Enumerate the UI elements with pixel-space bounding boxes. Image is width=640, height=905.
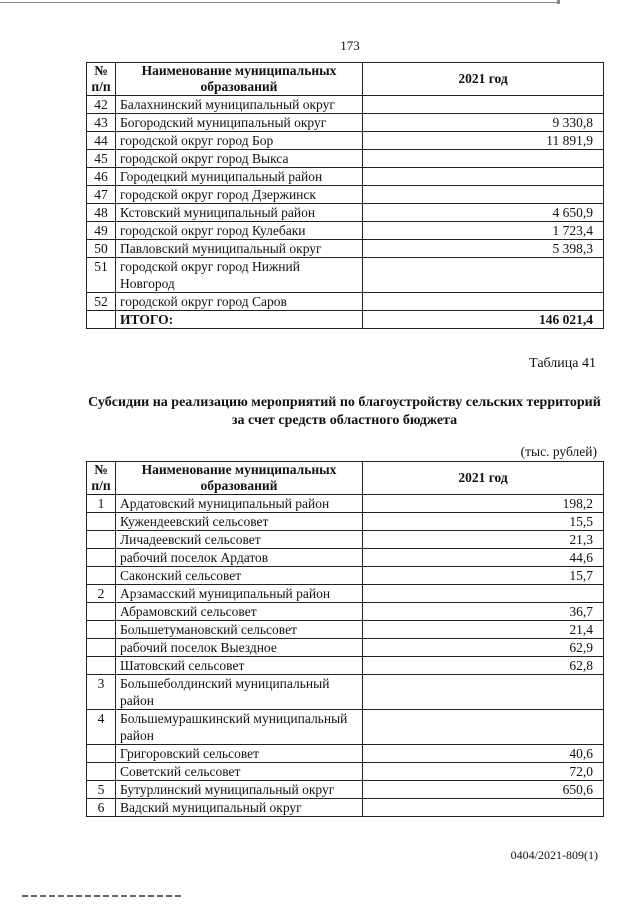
row-value: 72,0 bbox=[363, 763, 604, 781]
row-value: 44,6 bbox=[363, 549, 604, 567]
table-row bbox=[87, 745, 604, 763]
row-name: Большемурашкинский муниципальный район bbox=[116, 710, 363, 745]
row-number bbox=[87, 567, 116, 585]
row-name: Ардатовский муниципальный район bbox=[116, 495, 363, 513]
table-continuation bbox=[86, 62, 604, 329]
row-name: Советский сельсовет bbox=[116, 763, 363, 781]
table-row bbox=[87, 114, 604, 132]
row-name: городской округ город Бор bbox=[116, 132, 363, 150]
row-name: Большетумановский сельсовет bbox=[116, 621, 363, 639]
table-row bbox=[87, 567, 604, 585]
table-row bbox=[87, 657, 604, 675]
table-row bbox=[87, 781, 604, 799]
header-num: № п/п bbox=[87, 63, 116, 96]
row-name: Кужендеевский сельсовет bbox=[116, 513, 363, 531]
table-row bbox=[87, 204, 604, 222]
table-41 bbox=[86, 461, 604, 817]
row-value bbox=[363, 186, 604, 204]
table-row bbox=[87, 675, 604, 710]
row-number bbox=[87, 639, 116, 657]
table-row bbox=[87, 240, 604, 258]
row-name: Городецкий муниципальный район bbox=[116, 168, 363, 186]
row-number: 52 bbox=[87, 293, 116, 311]
row-value: 11 891,9 bbox=[363, 132, 604, 150]
total-row bbox=[87, 311, 604, 329]
row-number: 43 bbox=[87, 114, 116, 132]
row-value: 5 398,3 bbox=[363, 240, 604, 258]
table-header-row bbox=[87, 63, 604, 96]
table-header-row bbox=[87, 462, 604, 495]
row-name: городской округ город Выкса bbox=[116, 150, 363, 168]
row-value bbox=[363, 150, 604, 168]
table-row bbox=[87, 293, 604, 311]
row-number: 50 bbox=[87, 240, 116, 258]
header-year: 2021 год bbox=[363, 462, 604, 495]
row-value: 62,9 bbox=[363, 639, 604, 657]
row-number: 46 bbox=[87, 168, 116, 186]
row-value bbox=[363, 585, 604, 603]
row-number bbox=[87, 657, 116, 675]
row-number: 42 bbox=[87, 96, 116, 114]
table-row bbox=[87, 168, 604, 186]
table-row bbox=[87, 531, 604, 549]
row-number: 48 bbox=[87, 204, 116, 222]
table-row bbox=[87, 513, 604, 531]
table-row bbox=[87, 799, 604, 817]
header-num: № п/п bbox=[87, 462, 116, 495]
row-name: Арзамасский муниципальный район bbox=[116, 585, 363, 603]
header-name: Наименование муниципальных образований bbox=[116, 462, 363, 495]
row-number: 51 bbox=[87, 258, 116, 293]
table-row bbox=[87, 186, 604, 204]
row-name: Григоровский сельсовет bbox=[116, 745, 363, 763]
row-value: 36,7 bbox=[363, 603, 604, 621]
row-value: 15,7 bbox=[363, 567, 604, 585]
row-value: 21,4 bbox=[363, 621, 604, 639]
row-number bbox=[87, 745, 116, 763]
row-number: 49 bbox=[87, 222, 116, 240]
row-name: рабочий поселок Выездное bbox=[116, 639, 363, 657]
table-row bbox=[87, 585, 604, 603]
row-value bbox=[363, 710, 604, 745]
row-value: 62,8 bbox=[363, 657, 604, 675]
row-number: 5 bbox=[87, 781, 116, 799]
table-row bbox=[87, 222, 604, 240]
row-name: Балахнинский муниципальный округ bbox=[116, 96, 363, 114]
table-row bbox=[87, 763, 604, 781]
table-row bbox=[87, 549, 604, 567]
row-number: 44 bbox=[87, 132, 116, 150]
table-row bbox=[87, 150, 604, 168]
row-value bbox=[363, 258, 604, 293]
bottom-scan-artifact bbox=[22, 895, 182, 897]
row-name: рабочий поселок Ардатов bbox=[116, 549, 363, 567]
row-name: Кстовский муниципальный район bbox=[116, 204, 363, 222]
row-name: городской округ город Кулебаки bbox=[116, 222, 363, 240]
header-name: Наименование муниципальных образований bbox=[116, 63, 363, 96]
table-label: Таблица 41 bbox=[529, 356, 596, 371]
row-value bbox=[363, 799, 604, 817]
row-name: Богородский муниципальный округ bbox=[116, 114, 363, 132]
total-value: 146 021,4 bbox=[363, 311, 604, 329]
table-row bbox=[87, 710, 604, 745]
page-number: 173 bbox=[340, 38, 360, 53]
row-number bbox=[87, 603, 116, 621]
row-value: 198,2 bbox=[363, 495, 604, 513]
total-num-cell bbox=[87, 311, 116, 329]
row-name: Абрамовский сельсовет bbox=[116, 603, 363, 621]
row-number: 4 bbox=[87, 710, 116, 745]
row-value: 1 723,4 bbox=[363, 222, 604, 240]
row-value bbox=[363, 675, 604, 710]
row-number: 45 bbox=[87, 150, 116, 168]
row-name: Личадеевский сельсовет bbox=[116, 531, 363, 549]
row-value bbox=[363, 293, 604, 311]
row-value: 650,6 bbox=[363, 781, 604, 799]
table-row bbox=[87, 603, 604, 621]
row-name: Бутурлинский муниципальный округ bbox=[116, 781, 363, 799]
row-name: Саконский сельсовет bbox=[116, 567, 363, 585]
row-number: 6 bbox=[87, 799, 116, 817]
row-name: Большеболдинский муниципальный район bbox=[116, 675, 363, 710]
row-number bbox=[87, 531, 116, 549]
row-number bbox=[87, 549, 116, 567]
row-number bbox=[87, 513, 116, 531]
row-number: 47 bbox=[87, 186, 116, 204]
table-row bbox=[87, 132, 604, 150]
units-label: (тыс. рублей) bbox=[520, 444, 597, 459]
table-row bbox=[87, 639, 604, 657]
row-value bbox=[363, 96, 604, 114]
table-title: Субсидии на реализацию мероприятий по благоустройству сельских территорий за счет средств областного бюджета bbox=[88, 395, 601, 428]
table-row bbox=[87, 495, 604, 513]
row-number bbox=[87, 763, 116, 781]
row-number: 3 bbox=[87, 675, 116, 710]
table-row bbox=[87, 96, 604, 114]
row-number: 2 bbox=[87, 585, 116, 603]
row-value bbox=[363, 168, 604, 186]
row-value: 15,5 bbox=[363, 513, 604, 531]
row-value: 4 650,9 bbox=[363, 204, 604, 222]
top-border-line bbox=[0, 2, 560, 3]
row-value: 40,6 bbox=[363, 745, 604, 763]
row-value: 21,3 bbox=[363, 531, 604, 549]
row-name: городской округ город Дзержинск bbox=[116, 186, 363, 204]
row-number: 1 bbox=[87, 495, 116, 513]
row-name: Вадский муниципальный округ bbox=[116, 799, 363, 817]
row-number bbox=[87, 621, 116, 639]
document-code: 0404/2021-809(1) bbox=[510, 848, 598, 862]
table-row bbox=[87, 258, 604, 293]
row-name: городской округ город Нижний Новгород bbox=[116, 258, 363, 293]
table-row bbox=[87, 621, 604, 639]
row-name: Павловский муниципальный округ bbox=[116, 240, 363, 258]
total-label: ИТОГО: bbox=[116, 311, 363, 329]
header-year: 2021 год bbox=[363, 63, 604, 96]
row-name: Шатовский сельсовет bbox=[116, 657, 363, 675]
row-value: 9 330,8 bbox=[363, 114, 604, 132]
row-name: городской округ город Саров bbox=[116, 293, 363, 311]
